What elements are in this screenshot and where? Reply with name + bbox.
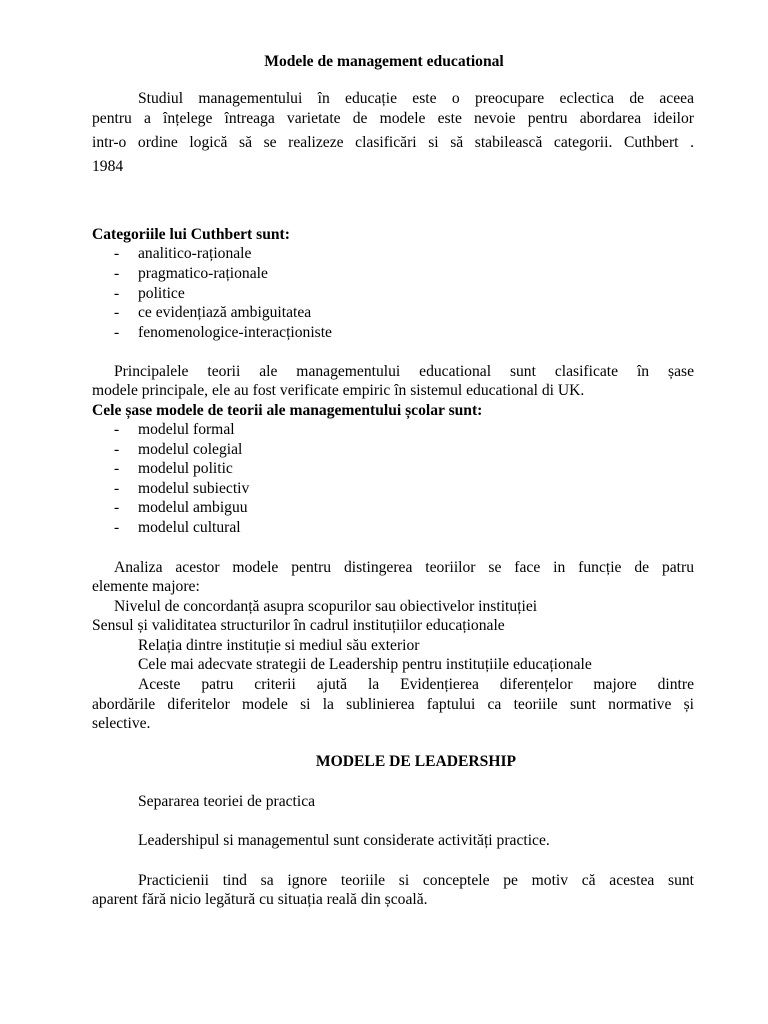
paragraph-line: Aceste patru criterii ajută la Evidențierea diferențelor majore dintre — [138, 676, 694, 693]
list-item-label: politice — [138, 285, 185, 302]
bullet-dash: - — [114, 480, 120, 497]
bullet-dash: - — [114, 324, 120, 341]
list-item-label: modelul politic — [138, 460, 233, 477]
list-item-label: fenomenologice-interacționiste — [138, 324, 332, 341]
paragraph-line: Cele mai adecvate strategii de Leadership pentru instituțiile educaționale — [138, 656, 592, 673]
bullet-dash: - — [114, 245, 120, 262]
paragraph-line: Separarea teoriei de practica — [138, 793, 316, 810]
paragraph-line: aparent fără nicio legătură cu situația reală din școală. — [92, 891, 428, 908]
paragraph-line: Relația dintre instituție si mediul său exterior — [138, 637, 420, 654]
paragraph-line: elemente majore: — [92, 578, 200, 595]
page-title: Modele de management educational — [264, 53, 504, 70]
bullet-dash: - — [114, 265, 120, 282]
bullet-dash: - — [114, 441, 120, 458]
bullet-dash: - — [114, 304, 120, 321]
bullet-dash: - — [114, 499, 120, 516]
paragraph-line: selective. — [92, 715, 151, 732]
list-item-label: modelul colegial — [138, 441, 243, 458]
list-item-label: ce evidențiază ambiguitatea — [138, 304, 312, 321]
bullet-dash: - — [114, 519, 120, 536]
list-item-label: modelul subiectiv — [138, 480, 250, 497]
intro-line: intr-o ordine logică să se realizeze clasificări si să stabilească categorii. Cuthbert . — [92, 134, 694, 151]
list-item-label: analitico-raționale — [138, 245, 252, 262]
intro-line: pentru a înțelege întreaga varietate de modele este nevoie pentru abordarea ideilor — [92, 110, 694, 127]
paragraph-line: Practicienii tind sa ignore teoriile si conceptele pe motiv că acestea sunt — [138, 872, 694, 889]
paragraph-line: Sensul și validitatea structurilor în cadrul instituțiilor educaționale — [92, 617, 505, 634]
intro-line: 1984 — [92, 158, 124, 175]
paragraph-line: Principalele teorii ale managementului educational sunt clasificate în șase — [114, 363, 694, 380]
bullet-dash: - — [114, 460, 120, 477]
paragraph-line: modele principale, ele au fost verificate empiric în sistemul educational di UK. — [92, 382, 585, 399]
section-heading: Categoriile lui Cuthbert sunt: — [92, 226, 290, 243]
paragraph-line: Leadershipul si managementul sunt considerate activități practice. — [138, 832, 550, 849]
list-item-label: pragmatico-raționale — [138, 265, 268, 282]
list-item-label: modelul cultural — [138, 519, 241, 536]
bullet-dash: - — [114, 421, 120, 438]
paragraph-line: Nivelul de concordanță asupra scopurilor sau obiectivelor instituției — [114, 598, 538, 615]
paragraph-line: Analiza acestor modele pentru distingerea teoriilor se face in funcție de patru — [114, 559, 694, 576]
list-item-label: modelul ambiguu — [138, 499, 248, 516]
list-item-label: modelul formal — [138, 421, 235, 438]
section-heading: Cele șase modele de teorii ale managementului școlar sunt: — [92, 402, 483, 419]
section-heading: MODELE DE LEADERSHIP — [315, 753, 517, 770]
bullet-dash: - — [114, 285, 120, 302]
paragraph-line: abordările diferitelor modele si la sublinierea faptului ca teoriile sunt normative și — [92, 696, 694, 713]
intro-line: Studiul managementului în educație este o preocupare eclectica de aceea — [138, 90, 694, 107]
